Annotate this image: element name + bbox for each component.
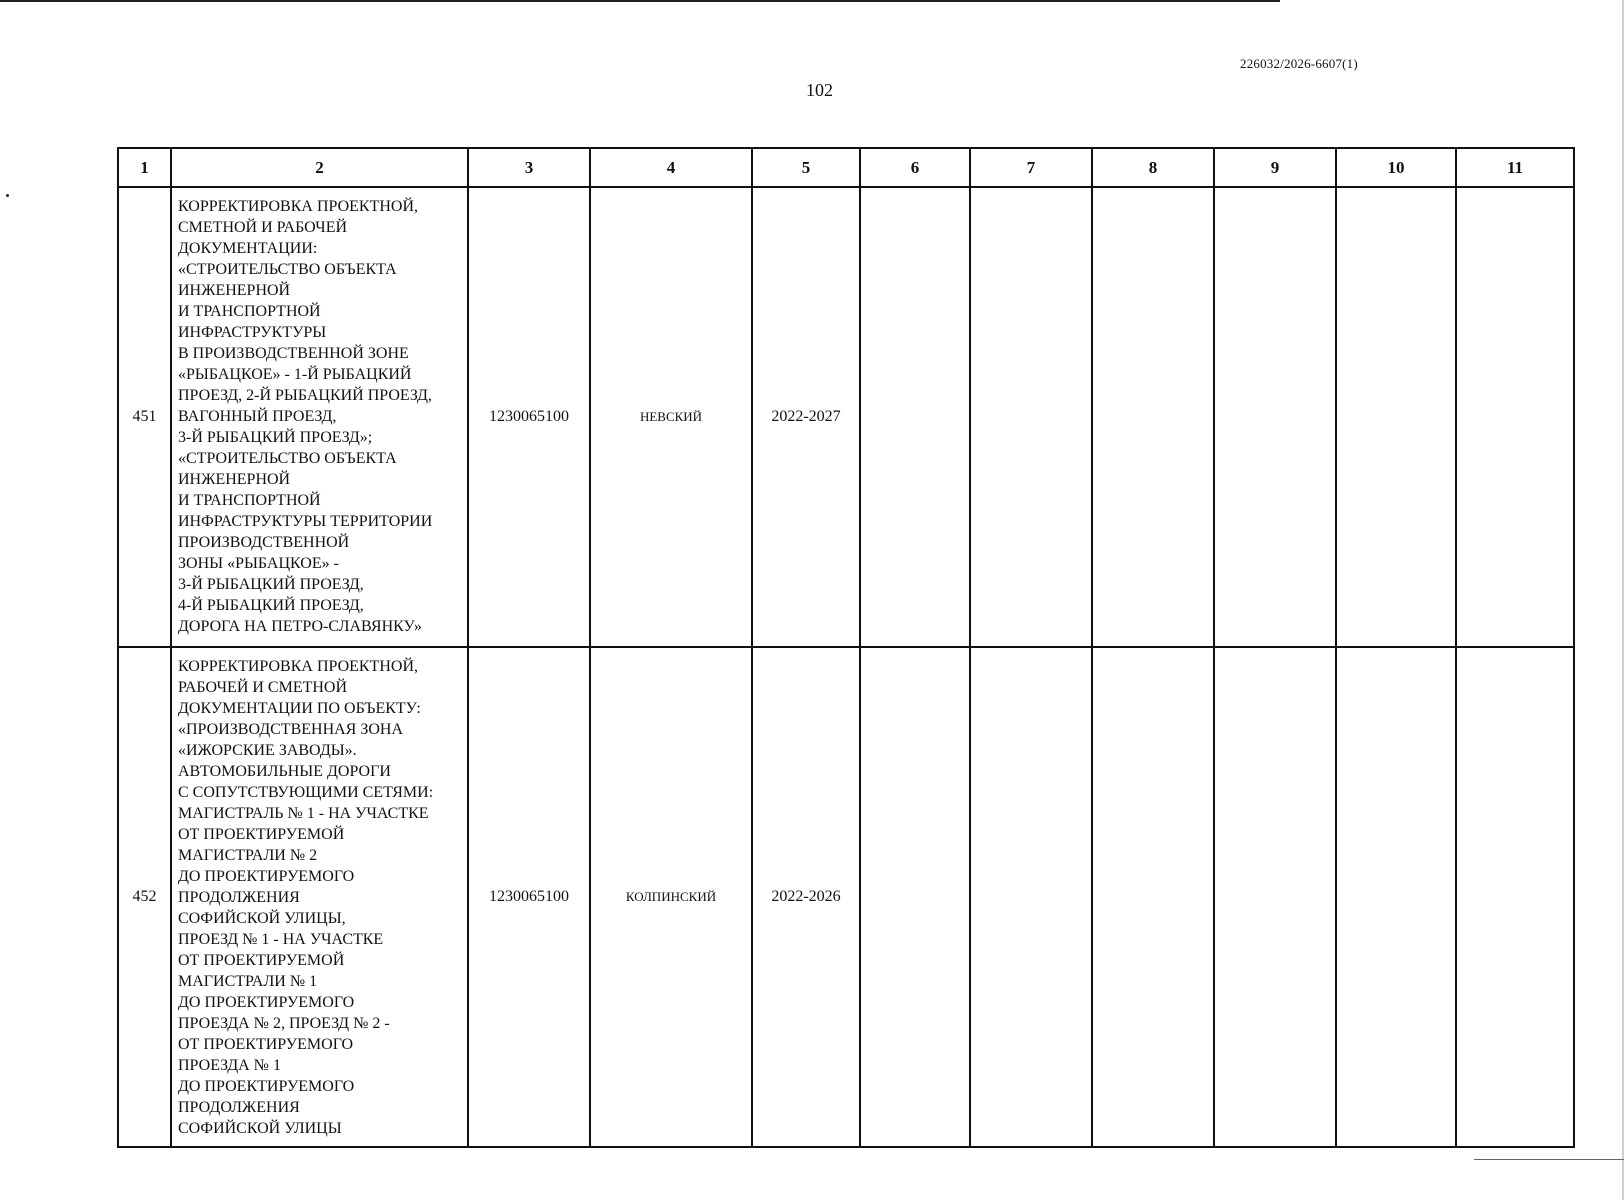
scan-mark-bottom xyxy=(1474,1159,1624,1160)
empty-cell xyxy=(1336,187,1456,647)
scan-border-top xyxy=(0,0,1280,2)
column-header: 4 xyxy=(590,148,752,187)
column-header: 7 xyxy=(970,148,1092,187)
column-header: 9 xyxy=(1214,148,1336,187)
empty-cell xyxy=(1456,187,1574,647)
period: 2022-2027 xyxy=(752,187,860,647)
empty-cell xyxy=(1092,187,1214,647)
document-id: 226032/2026-6607(1) xyxy=(1240,56,1358,71)
object-name: КОРРЕКТИРОВКА ПРОЕКТНОЙ, СМЕТНОЙ И РАБОЧЕЙ ДОКУМЕНТАЦИИ: «СТРОИТЕЛЬСТВО ОБЪЕКТА ИНЖЕНЕРНОЙ И ТРАНСПОРТНОЙ ИНФРАСТРУКТУРЫ В ПРОИЗВОДСТВЕННОЙ ЗОНЕ «РЫБАЦКОЕ» - 1-Й РЫБАЦКИЙ ПРОЕЗД, 2-Й РЫБАЦКИЙ ПРОЕЗД, ВАГОННЫЙ ПРОЕЗД, 3-Й РЫБАЦКИЙ ПРОЕЗД»; «СТРОИТЕЛЬСТВО ОБЪЕКТА ИНЖЕНЕРНОЙ И ТРАНСПОРТНОЙ ИНФРАСТРУКТУРЫ ТЕРРИТОРИИ ПРОИЗВОДСТВЕННОЙ ЗОНЫ «РЫБАЦКОЕ» - 3-Й РЫБАЦКИЙ ПРОЕЗД, 4-Й РЫБАЦКИЙ ПРОЕЗД, ДОРОГА НА ПЕТРО-СЛАВЯНКУ» xyxy=(171,187,468,647)
scan-speck xyxy=(6,194,9,197)
district: КОЛПИНСКИЙ xyxy=(590,647,752,1147)
column-header: 10 xyxy=(1336,148,1456,187)
empty-cell xyxy=(1214,647,1336,1147)
empty-cell xyxy=(860,647,970,1147)
object-name: КОРРЕКТИРОВКА ПРОЕКТНОЙ, РАБОЧЕЙ И СМЕТНОЙ ДОКУМЕНТАЦИИ ПО ОБЪЕКТУ: «ПРОИЗВОДСТВЕННАЯ ЗОНА «ИЖОРСКИЕ ЗАВОДЫ». АВТОМОБИЛЬНЫЕ ДОРОГИ С СОПУТСТВУЮЩИМИ СЕТЯМИ: МАГИСТРАЛЬ № 1 - НА УЧАСТКЕ ОТ ПРОЕКТИРУЕМОЙ МАГИСТРАЛИ № 2 ДО ПРОЕКТИРУЕМОГО ПРОДОЛЖЕНИЯ СОФИЙСКОЙ УЛИЦЫ, ПРОЕЗД № 1 - НА УЧАСТКЕ ОТ ПРОЕКТИРУЕМОЙ МАГИСТРАЛИ № 1 ДО ПРОЕКТИРУЕМОГО ПРОЕЗДА № 2, ПРОЕЗД № 2 - ОТ ПРОЕКТИРУЕМОГО ПРОЕЗДА № 1 ДО ПРОЕКТИРУЕМОГО ПРОДОЛЖЕНИЯ СОФИЙСКОЙ УЛИЦЫ xyxy=(171,647,468,1147)
empty-cell xyxy=(970,187,1092,647)
column-header: 6 xyxy=(860,148,970,187)
empty-cell xyxy=(1214,187,1336,647)
district: НЕВСКИЙ xyxy=(590,187,752,647)
row-number: 451 xyxy=(118,187,171,647)
table-row xyxy=(118,647,1574,1147)
empty-cell xyxy=(970,647,1092,1147)
empty-cell xyxy=(1336,647,1456,1147)
table-header-row xyxy=(118,148,1574,187)
register-table xyxy=(117,147,1575,1148)
budget-code: 1230065100 xyxy=(468,647,590,1147)
empty-cell xyxy=(860,187,970,647)
empty-cell xyxy=(1092,647,1214,1147)
page-number: 102 xyxy=(806,80,833,100)
column-header: 2 xyxy=(171,148,468,187)
empty-cell xyxy=(1456,647,1574,1147)
period: 2022-2026 xyxy=(752,647,860,1147)
column-header: 11 xyxy=(1456,148,1574,187)
table-row xyxy=(118,187,1574,647)
column-header: 8 xyxy=(1092,148,1214,187)
column-header: 5 xyxy=(752,148,860,187)
column-header: 3 xyxy=(468,148,590,187)
column-header: 1 xyxy=(118,148,171,187)
row-number: 452 xyxy=(118,647,171,1147)
budget-code: 1230065100 xyxy=(468,187,590,647)
